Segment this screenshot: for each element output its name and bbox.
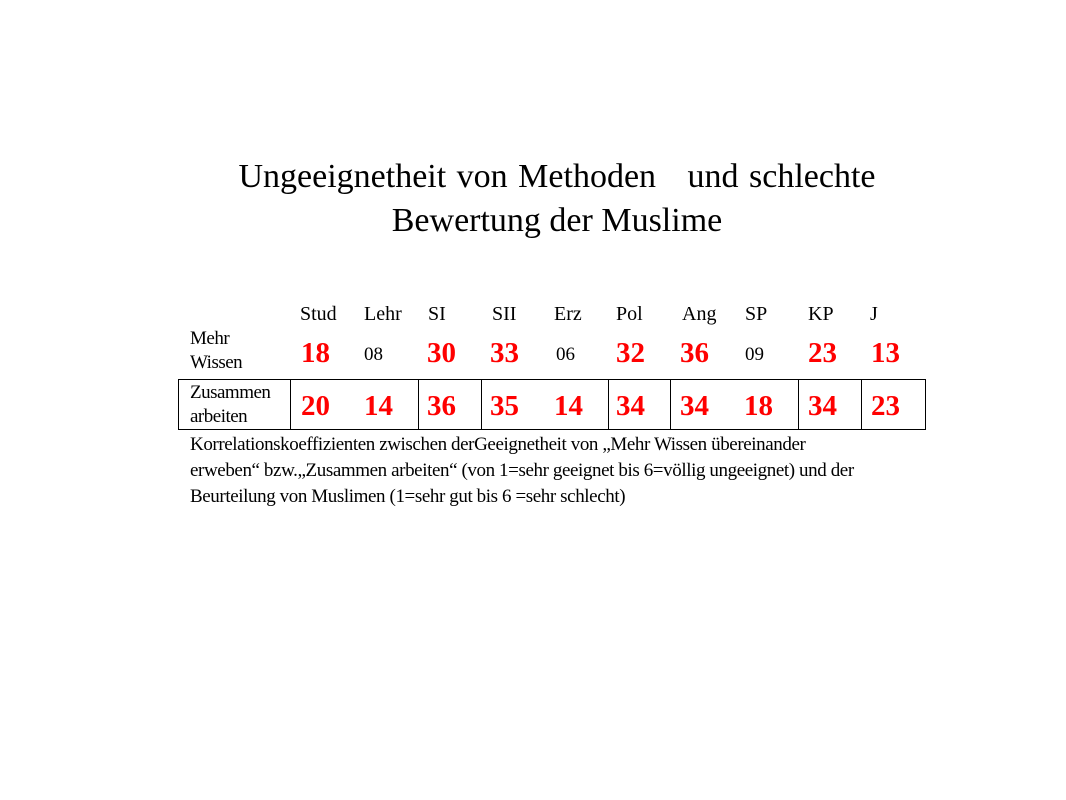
- slide-title: [0, 155, 1066, 243]
- col-header-lehr: Lehr: [364, 303, 402, 325]
- value-cell: 08: [364, 344, 383, 365]
- column-divider: [290, 379, 291, 430]
- column-divider: [418, 379, 419, 430]
- column-divider: [861, 379, 862, 430]
- title-line-2: Bewertung der Muslime: [391, 202, 723, 239]
- value-cell: 18: [744, 390, 773, 422]
- value-cell: 32: [616, 337, 645, 369]
- column-divider: [608, 379, 609, 430]
- value-cell: 33: [490, 337, 519, 369]
- value-cell: 34: [616, 390, 645, 422]
- column-divider: [798, 379, 799, 430]
- value-cell: 18: [301, 337, 330, 369]
- col-header-kp: KP: [808, 303, 834, 325]
- col-header-ang: Ang: [682, 303, 717, 325]
- col-header-j: J: [870, 303, 878, 325]
- col-header-sii: SII: [492, 303, 517, 325]
- caption-line-1: Korrelationskoeffizienten zwischen derGeeignetheit von „Mehr Wissen übereinander: [190, 434, 806, 455]
- col-header-si: SI: [428, 303, 446, 325]
- value-cell: 14: [554, 390, 583, 422]
- value-cell: 23: [808, 337, 837, 369]
- title-line-1: Ungeeignetheit von Methoden und schlechte: [238, 158, 876, 195]
- value-cell: 35: [490, 390, 519, 422]
- value-cell: 36: [680, 337, 709, 369]
- value-cell: 20: [301, 390, 330, 422]
- caption-line-3: Beurteilung von Muslimen (1=sehr gut bis 6 =sehr schlecht): [190, 486, 626, 507]
- row-label-line-2: Wissen: [190, 352, 243, 373]
- value-cell: 23: [871, 390, 900, 422]
- value-cell: 14: [364, 390, 393, 422]
- col-header-stud: Stud: [300, 303, 337, 325]
- row-label-line-1: Mehr: [190, 328, 230, 349]
- col-header-erz: Erz: [554, 303, 582, 325]
- caption: [190, 432, 950, 510]
- value-cell: 30: [427, 337, 456, 369]
- value-cell: 34: [808, 390, 837, 422]
- value-cell: 13: [871, 337, 900, 369]
- column-divider: [481, 379, 482, 430]
- value-cell: 09: [745, 344, 764, 365]
- row-label-line-2: arbeiten: [190, 406, 248, 427]
- col-header-sp: SP: [745, 303, 768, 325]
- caption-line-2: erweben“ bzw.„Zusammen arbeiten“ (von 1=sehr geeignet bis 6=völlig ungeeignet) und der: [190, 460, 854, 481]
- value-cell: 36: [427, 390, 456, 422]
- value-cell: 06: [556, 344, 575, 365]
- col-header-pol: Pol: [616, 303, 643, 325]
- column-divider: [670, 379, 671, 430]
- row-label-line-1: Zusammen: [190, 382, 271, 403]
- value-cell: 34: [680, 390, 709, 422]
